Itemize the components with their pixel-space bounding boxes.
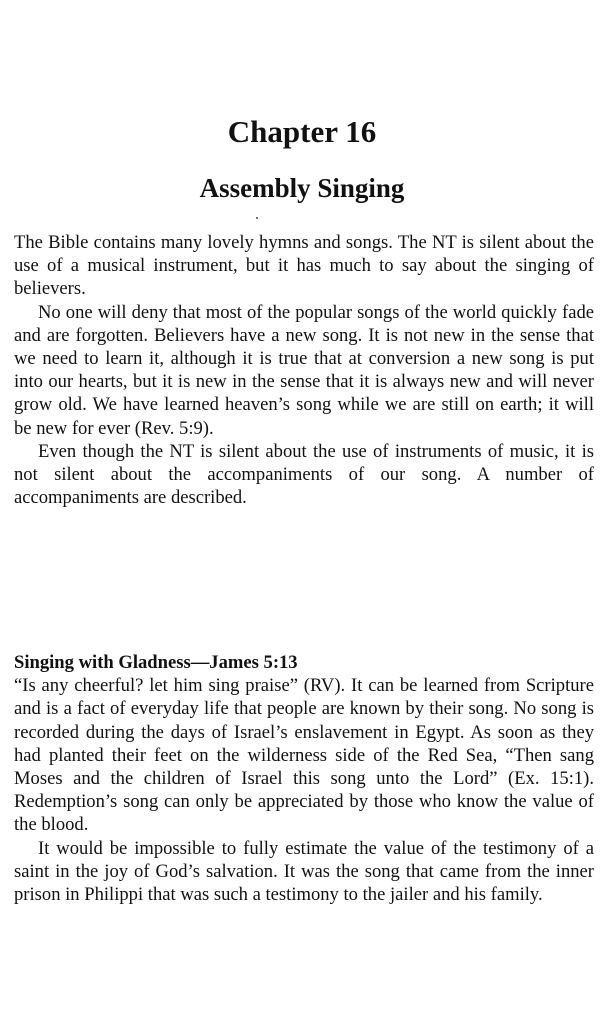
paragraph: “Is any cheerful? let him sing praise” (RV). It can be learned from Scripture and is a fact of everyday life that people are known by their song. No song is recorded during the days of Israel’s enslavement in Egypt. As soon as they had planted their feet on the wilderness side of the Red Sea, “Then sang Moses and the children of Israel this song unto the Lord” (Ex. 15:1). Redemption’s song can only be appreciated by those who know the value of the blood. (14, 675, 594, 836)
print-speck (256, 217, 258, 219)
chapter-subtitle: Assembly Singing (199, 173, 405, 203)
section-singing-with-gladness (14, 651, 594, 906)
section-heading: Singing with Gladness—James 5:13 (14, 652, 298, 673)
chapter-title: Chapter 16 (227, 114, 377, 149)
paragraph: No one will deny that most of the popular songs of the world quickly fade and are forgotten. Believers have a new song. It is not new in the sense that we need to learn it, although it is true that at conversion a new song is put into our hearts, but it is new in the sense that it is always new and will never grow old. We have learned heaven’s song while we are still on earth; it will be new for ever (Rev. 5:9). (14, 301, 594, 439)
paragraph: It would be impossible to fully estimate the value of the testimony of a saint in the joy of God’s salvation. It was the song that came from the inner prison in Philippi that was such a testimony to the jailer and his family. (14, 837, 594, 906)
paragraph: The Bible contains many lovely hymns and songs. The NT is silent about the use of a musical instrument, but it has much to say about the singing of believers. (14, 232, 594, 300)
intro-text (14, 231, 594, 509)
paragraph: Even though the NT is silent about the use of instruments of music, it is not silent about the accompaniments of our song. A number of accompaniments are described. (14, 440, 594, 509)
